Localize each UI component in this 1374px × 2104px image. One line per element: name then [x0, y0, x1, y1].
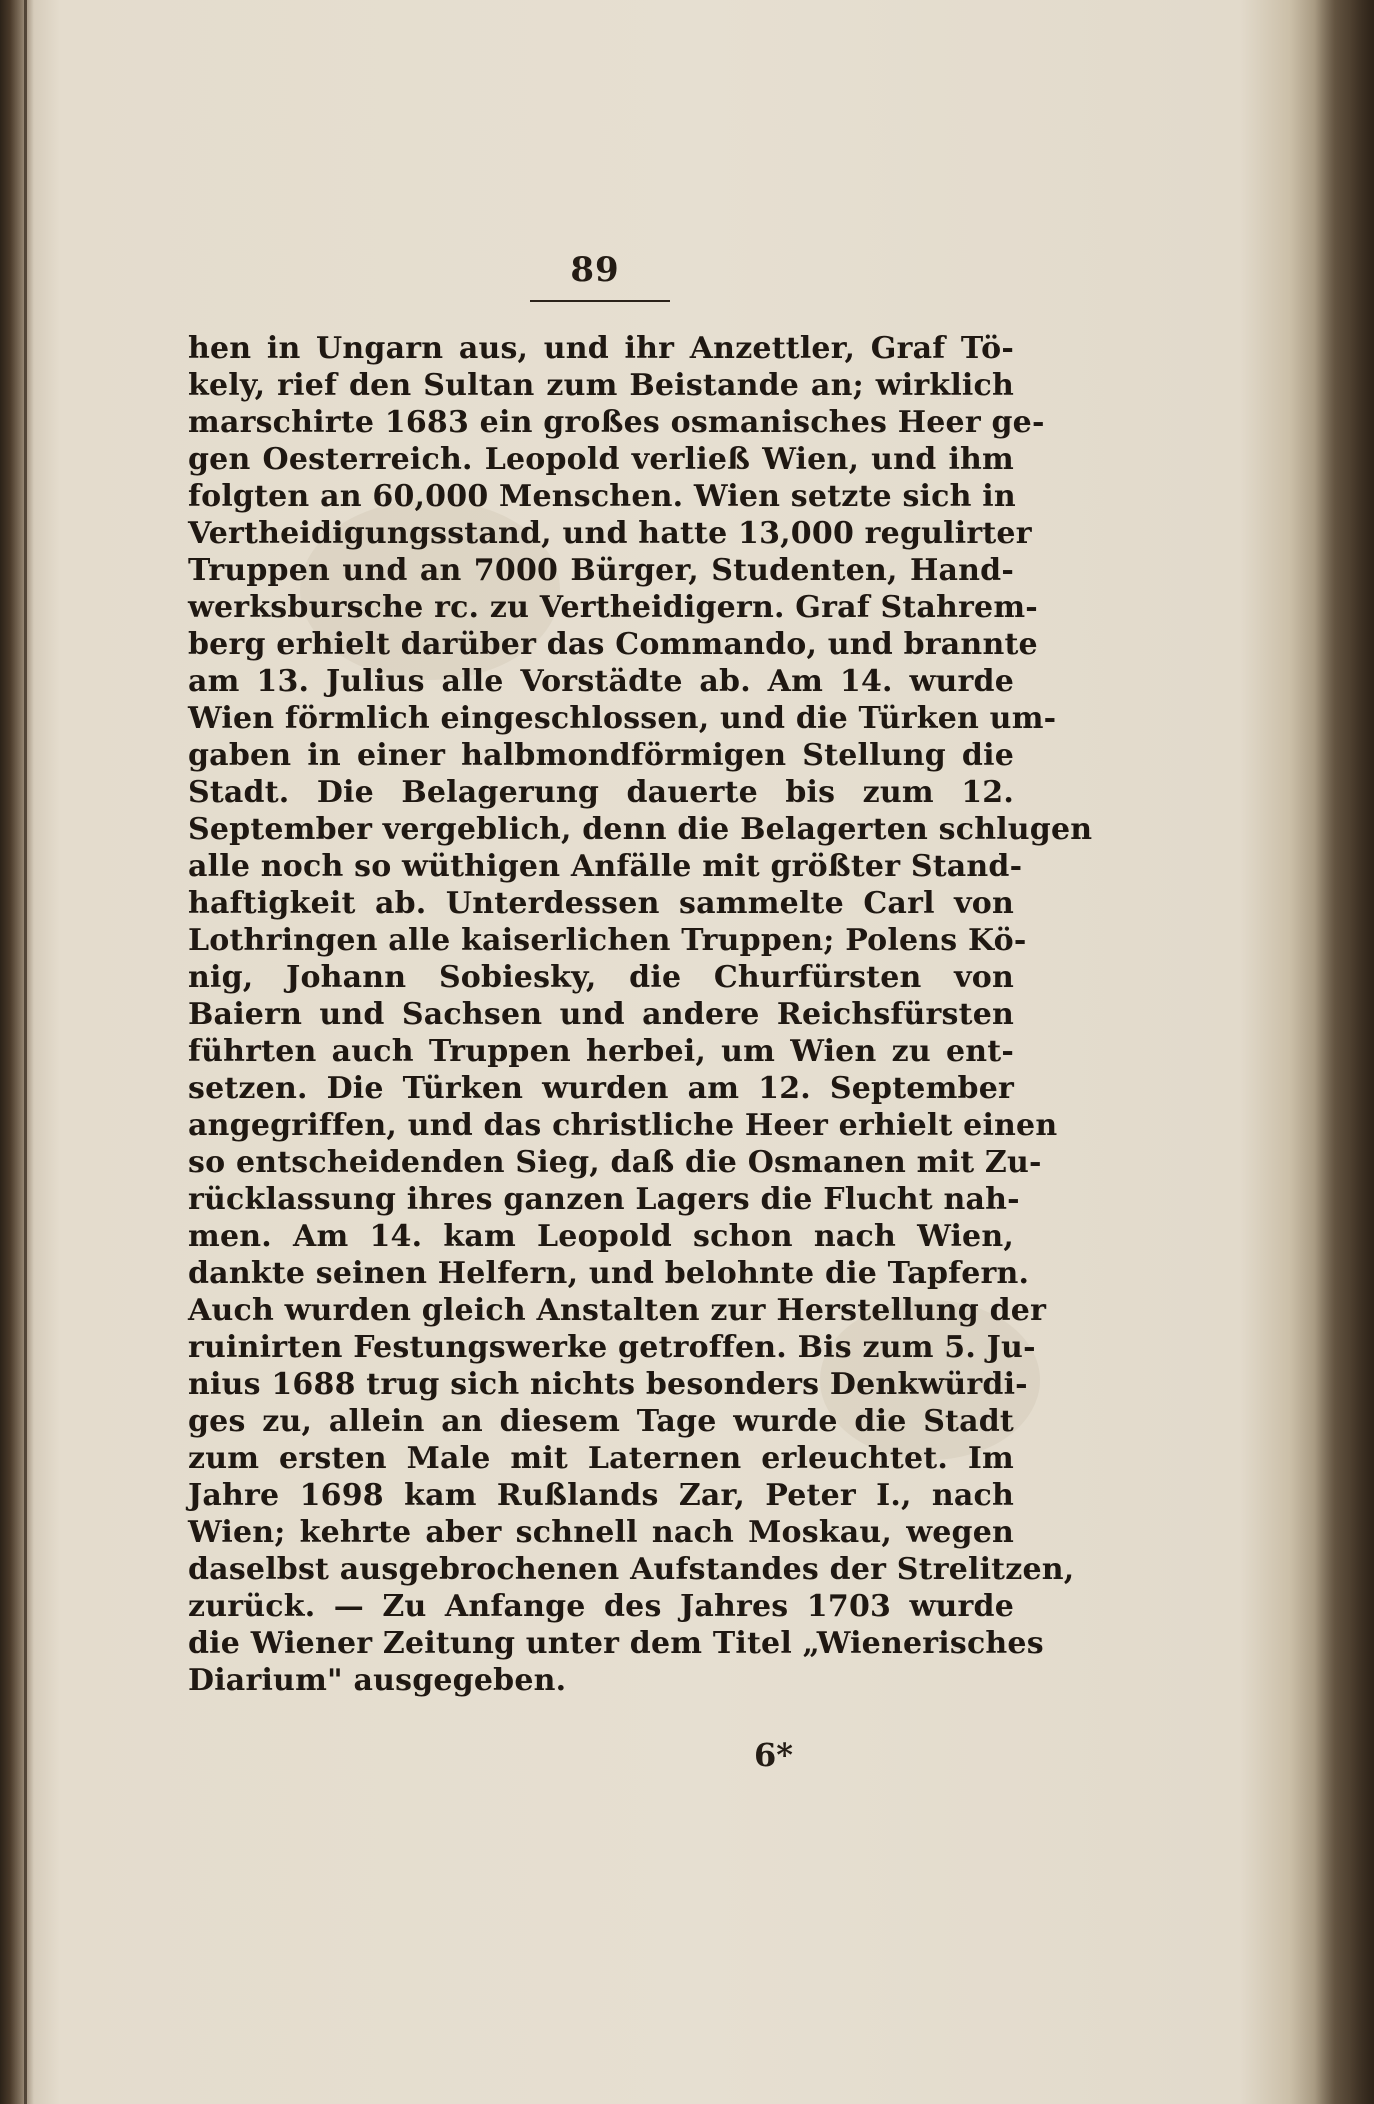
text-line: am 13. Julius alle Vorstädte ab. Am 14. wurde	[188, 664, 1014, 699]
page-right-edge	[1314, 0, 1374, 2104]
text-line: berg erhielt darüber das Commando, und brannte	[188, 627, 1038, 662]
text-line: Lothringen alle kaiserlichen Truppen; Polens Kö-	[188, 923, 1027, 958]
text-line: Auch wurden gleich Anstalten zur Herstellung der	[188, 1293, 1047, 1328]
text-line: führten auch Truppen herbei, um Wien zu ent-	[188, 1034, 1014, 1069]
text-line: Truppen und an 7000 Bürger, Studenten, Hand-	[188, 553, 1014, 588]
page-number: 89	[570, 250, 620, 290]
text-line: die Wiener Zeitung unter dem Titel „Wienerisches	[188, 1626, 1044, 1661]
text-line: folgten an 60,000 Menschen. Wien setzte sich in	[188, 479, 1016, 514]
text-line: Stadt. Die Belagerung dauerte bis zum 12.	[188, 775, 1014, 810]
text-line: September vergeblich, denn die Belagerten schlugen	[188, 812, 1093, 847]
book-spine-edge	[24, 0, 27, 2104]
text-line: zurück. — Zu Anfange des Jahres 1703 wurde	[188, 1589, 1014, 1624]
text-line: gen Oesterreich. Leopold verließ Wien, und ihm	[188, 442, 1014, 477]
text-line: hen in Ungarn aus, und ihr Anzettler, Graf Tö-	[188, 331, 1014, 366]
text-line: ges zu, allein an diesem Tage wurde die Stadt	[188, 1404, 1014, 1439]
header-rule	[530, 300, 670, 302]
text-line: dankte seinen Helfern, und belohnte die Tapfern.	[188, 1256, 1030, 1291]
text-line: Jahre 1698 kam Rußlands Zar, Peter I., nach	[188, 1478, 1014, 1513]
text-line: daselbst ausgebrochenen Aufstandes der Strelitzen,	[188, 1552, 1075, 1587]
text-line: nius 1688 trug sich nichts besonders Denkwürdi-	[188, 1367, 1028, 1402]
text-line: setzen. Die Türken wurden am 12. September	[188, 1071, 1014, 1106]
text-line: ruinirten Festungswerke getroffen. Bis zum 5. Ju-	[188, 1330, 1036, 1365]
text-line: Baiern und Sachsen und andere Reichsfürsten	[188, 997, 1014, 1032]
text-line: nig, Johann Sobiesky, die Churfürsten von	[188, 960, 1014, 995]
text-line: werksbursche rc. zu Vertheidigern. Graf Stahrem-	[188, 590, 1038, 625]
text-line: zum ersten Male mit Laternen erleuchtet. Im	[188, 1441, 1014, 1476]
text-line: Vertheidigungsstand, und hatte 13,000 regulirter	[188, 516, 1032, 551]
text-line: marschirte 1683 ein großes osmanisches Heer ge-	[188, 405, 1045, 440]
text-line: Diarium" ausgegeben.	[188, 1663, 567, 1698]
text-line: rücklassung ihres ganzen Lagers die Flucht nah-	[188, 1182, 1020, 1217]
text-line: men. Am 14. kam Leopold schon nach Wien,	[188, 1219, 1014, 1254]
text-line: alle noch so wüthigen Anfälle mit größter Stand-	[188, 849, 1023, 884]
text-line: angegriffen, und das christliche Heer erhielt einen	[188, 1108, 1058, 1143]
text-line: haftigkeit ab. Unterdessen sammelte Carl von	[188, 886, 1014, 921]
text-line: so entscheidenden Sieg, daß die Osmanen mit Zu-	[188, 1145, 1042, 1180]
signature-mark: 6*	[754, 1736, 793, 1774]
text-line: kely, rief den Sultan zum Beistande an; wirklich	[188, 368, 1014, 403]
text-line: gaben in einer halbmondförmigen Stellung die	[188, 738, 1014, 773]
body-text	[188, 330, 1093, 1699]
text-line: Wien förmlich eingeschlossen, und die Türken um-	[188, 701, 1057, 736]
text-line: Wien; kehrte aber schnell nach Moskau, wegen	[188, 1515, 1014, 1550]
